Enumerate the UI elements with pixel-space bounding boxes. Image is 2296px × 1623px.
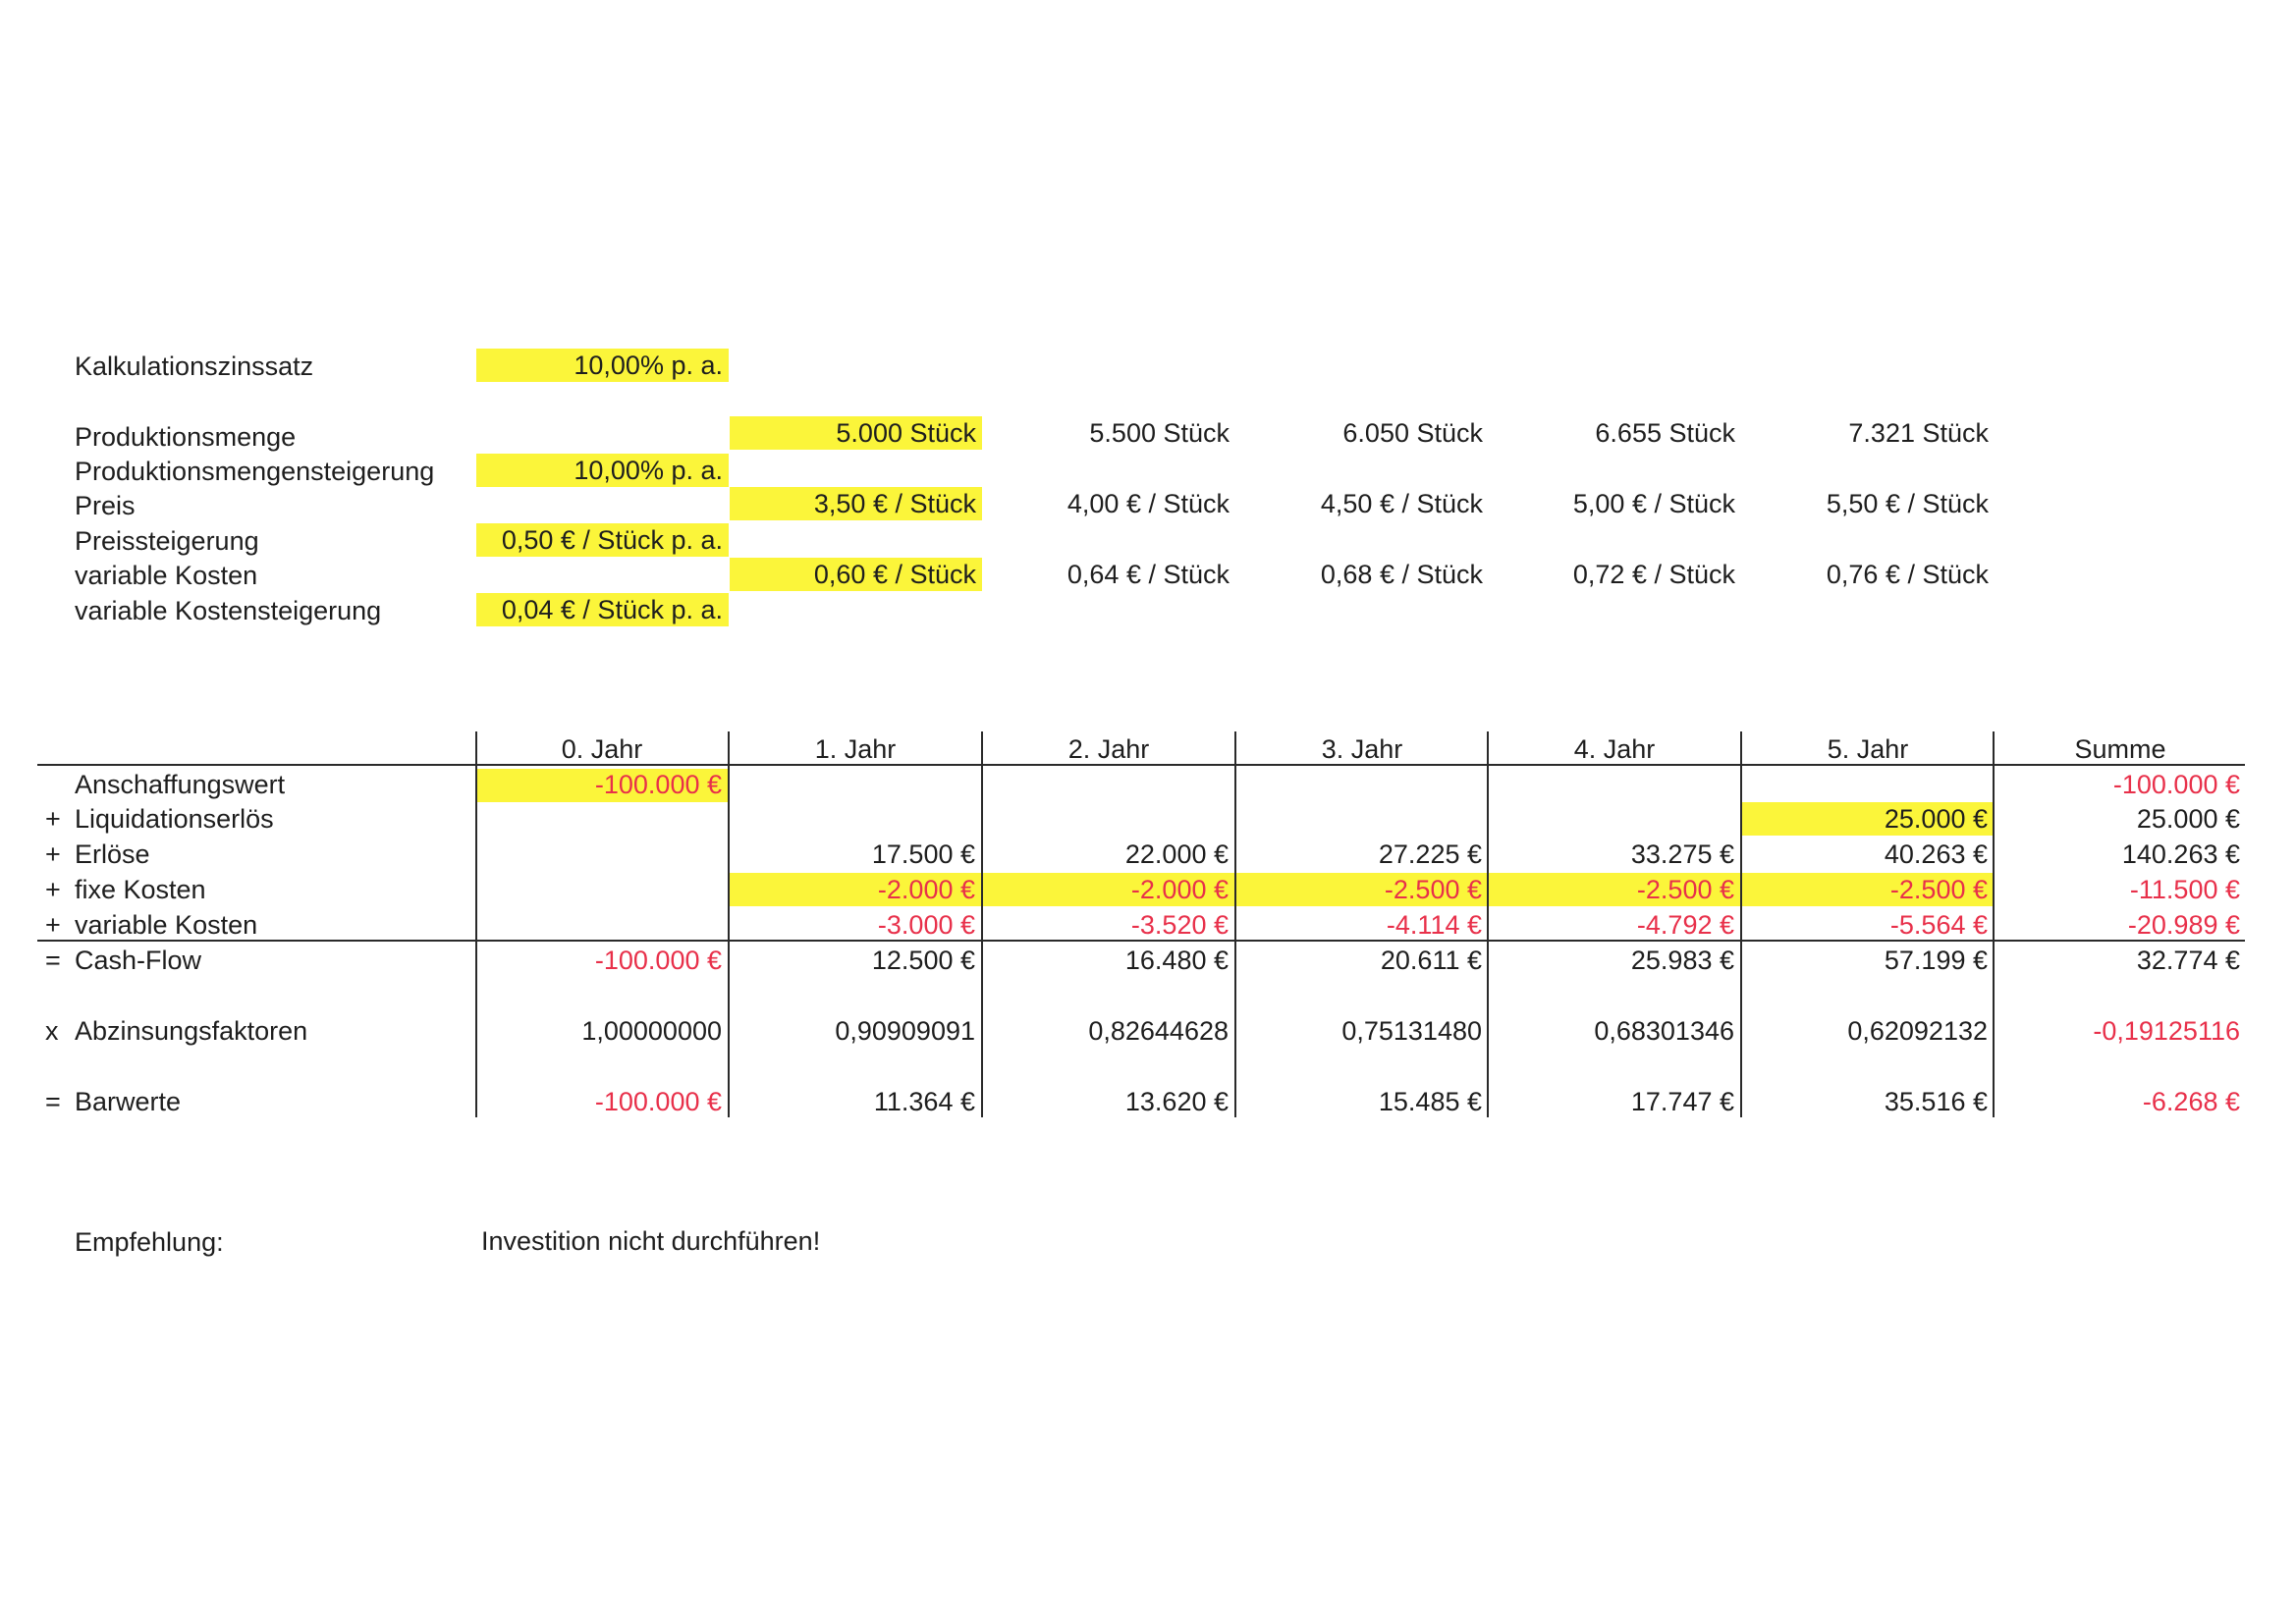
- cell-variable-kosten-jahr-0: [476, 908, 722, 942]
- cell-barwerte-jahr-0: -100.000 €: [594, 1087, 722, 1116]
- cell-abzinsungsfaktoren-jahr-1: 0,90909091: [835, 1016, 975, 1046]
- cell-abzinsungsfaktoren-summe: -0,19125116: [2093, 1016, 2240, 1046]
- cell-liquidationserloes-jahr-2: [983, 802, 1229, 836]
- cell-barwerte-jahr-3: 15.485 €: [1378, 1087, 1482, 1116]
- header-jahr-2: 2. Jahr: [1067, 734, 1150, 764]
- produktionsmenge-jahr-4: 6.655 Stück: [1595, 418, 1735, 448]
- cell-liquidationserloes-jahr-0: [476, 802, 722, 836]
- cell-erloese-jahr-5: 40.263 €: [1884, 839, 1988, 869]
- cell-liquidationserloes-jahr-1: [730, 802, 975, 836]
- cell-barwerte-jahr-5: 35.516 €: [1884, 1087, 1988, 1116]
- value-preissteigerung: 0,50 € / Stück p. a.: [501, 525, 723, 555]
- header-summe: Summe: [2074, 734, 2166, 764]
- row-label-anschaffungswert: Anschaffungswert: [75, 770, 286, 799]
- preis-jahr-5: 5,50 € / Stück: [1826, 489, 1989, 518]
- header-jahr-0: 0. Jahr: [561, 734, 643, 764]
- preis-jahr-3: 4,50 € / Stück: [1320, 489, 1483, 518]
- row-label-fixe-kosten: fixe Kosten: [75, 875, 206, 904]
- label-produktionsmengensteigerung: Produktionsmengensteigerung: [75, 457, 435, 486]
- cell-cash-flow-summe: 32.774 €: [2136, 946, 2240, 975]
- variable-kosten-jahr-2: 0,64 € / Stück: [1066, 560, 1230, 589]
- cell-cash-flow-jahr-3: 20.611 €: [1380, 946, 1482, 975]
- row-label-erloese: Erlöse: [75, 839, 150, 869]
- cell-barwerte-jahr-2: 13.620 €: [1124, 1087, 1229, 1116]
- cell-variable-kosten-jahr-2: -3.520 €: [1130, 910, 1229, 940]
- cell-fixe-kosten-jahr-2: -2.000 €: [1130, 875, 1229, 904]
- cell-erloese-summe: 140.263 €: [2121, 839, 2240, 869]
- produktionsmenge-jahr-1: 5.000 Stück: [836, 418, 976, 448]
- variable-kosten-jahr-1: 0,60 € / Stück: [813, 560, 976, 589]
- variable-kosten-jahr-4: 0,72 € / Stück: [1572, 560, 1735, 589]
- header-jahr-3: 3. Jahr: [1321, 734, 1403, 764]
- cell-erloese-jahr-0: [476, 838, 722, 871]
- row-label-liquidationserloes: Liquidationserlös: [75, 804, 274, 834]
- row-prefix: +: [45, 910, 61, 940]
- row-prefix: +: [45, 875, 61, 904]
- cell-erloese-jahr-4: 33.275 €: [1630, 839, 1734, 869]
- preis-jahr-1: 3,50 € / Stück: [813, 489, 976, 518]
- cell-anschaffungswert-jahr-3: [1236, 768, 1482, 801]
- variable-kosten-jahr-5: 0,76 € / Stück: [1826, 560, 1989, 589]
- produktionsmenge-jahr-5: 7.321 Stück: [1848, 418, 1989, 448]
- cell-fixe-kosten-jahr-4: -2.500 €: [1636, 875, 1734, 904]
- cell-variable-kosten-jahr-5: -5.564 €: [1889, 910, 1988, 940]
- header-jahr-1: 1. Jahr: [814, 734, 897, 764]
- cell-cash-flow-jahr-1: 12.500 €: [871, 946, 975, 975]
- row-prefix: +: [45, 839, 61, 869]
- recommendation-text: Investition nicht durchführen!: [481, 1226, 821, 1256]
- cell-variable-kosten-jahr-1: -3.000 €: [877, 910, 975, 940]
- row-label-cash-flow: Cash-Flow: [75, 946, 202, 975]
- cell-liquidationserloes-summe: 25.000 €: [2136, 804, 2240, 834]
- cell-abzinsungsfaktoren-jahr-2: 0,82644628: [1088, 1016, 1229, 1046]
- header-jahr-4: 4. Jahr: [1573, 734, 1656, 764]
- label-preis: Preis: [75, 491, 136, 520]
- header-jahr-5: 5. Jahr: [1827, 734, 1909, 764]
- row-prefix: =: [45, 1087, 61, 1116]
- cell-fixe-kosten-summe: -11.500 €: [2129, 875, 2240, 904]
- cell-erloese-jahr-3: 27.225 €: [1378, 839, 1482, 869]
- preis-jahr-2: 4,00 € / Stück: [1066, 489, 1230, 518]
- cell-abzinsungsfaktoren-jahr-5: 0,62092132: [1847, 1016, 1988, 1046]
- cell-barwerte-jahr-1: 11.364 €: [873, 1087, 975, 1116]
- row-label-barwerte: Barwerte: [75, 1087, 182, 1116]
- cell-fixe-kosten-jahr-3: -2.500 €: [1384, 875, 1482, 904]
- row-prefix: +: [45, 804, 61, 834]
- produktionsmenge-jahr-2: 5.500 Stück: [1089, 418, 1230, 448]
- cell-barwerte-jahr-4: 17.747 €: [1630, 1087, 1734, 1116]
- cell-variable-kosten-summe: -20.989 €: [2127, 910, 2240, 940]
- cell-liquidationserloes-jahr-5: 25.000 €: [1884, 804, 1988, 834]
- variable-kosten-jahr-3: 0,68 € / Stück: [1320, 560, 1483, 589]
- row-prefix: =: [45, 946, 61, 975]
- label-produktionsmenge: Produktionsmenge: [75, 422, 297, 452]
- value-variable-kostensteigerung: 0,04 € / Stück p. a.: [501, 595, 723, 624]
- cell-anschaffungswert-jahr-0: -100.000 €: [594, 770, 722, 799]
- preis-jahr-4: 5,00 € / Stück: [1572, 489, 1735, 518]
- produktionsmenge-jahr-3: 6.050 Stück: [1342, 418, 1483, 448]
- cell-liquidationserloes-jahr-4: [1489, 802, 1734, 836]
- cell-erloese-jahr-1: 17.500 €: [871, 839, 975, 869]
- cell-fixe-kosten-jahr-1: -2.000 €: [877, 875, 975, 904]
- cell-anschaffungswert-summe: -100.000 €: [2112, 770, 2240, 799]
- label-kalkulationszinssatz: Kalkulationszinssatz: [75, 352, 314, 381]
- label-variable-kostensteigerung: variable Kostensteigerung: [75, 596, 382, 625]
- row-label-variable-kosten: variable Kosten: [75, 910, 258, 940]
- cell-cash-flow-jahr-5: 57.199 €: [1884, 946, 1988, 975]
- row-prefix: x: [45, 1016, 59, 1046]
- cell-liquidationserloes-jahr-3: [1236, 802, 1482, 836]
- cell-fixe-kosten-jahr-0: [476, 873, 722, 906]
- cell-barwerte-summe: -6.268 €: [2142, 1087, 2240, 1116]
- cell-abzinsungsfaktoren-jahr-0: 1,00000000: [581, 1016, 722, 1046]
- cell-variable-kosten-jahr-4: -4.792 €: [1636, 910, 1734, 940]
- cell-anschaffungswert-jahr-1: [730, 768, 975, 801]
- label-preissteigerung: Preissteigerung: [75, 526, 259, 556]
- cell-abzinsungsfaktoren-jahr-4: 0,68301346: [1594, 1016, 1734, 1046]
- cell-variable-kosten-jahr-3: -4.114 €: [1386, 910, 1482, 940]
- value-kalkulationszinssatz: 10,00% p. a.: [574, 351, 723, 380]
- recommendation-label: Empfehlung:: [75, 1227, 224, 1257]
- label-variable-kosten-param: variable Kosten: [75, 561, 258, 590]
- cell-cash-flow-jahr-2: 16.480 €: [1124, 946, 1229, 975]
- cell-cash-flow-jahr-4: 25.983 €: [1630, 946, 1734, 975]
- value-produktionsmengensteigerung: 10,00% p. a.: [574, 456, 723, 485]
- cell-fixe-kosten-jahr-5: -2.500 €: [1889, 875, 1988, 904]
- cell-erloese-jahr-2: 22.000 €: [1124, 839, 1229, 869]
- cell-anschaffungswert-jahr-5: [1742, 768, 1988, 801]
- cell-anschaffungswert-jahr-4: [1489, 768, 1734, 801]
- row-label-abzinsungsfaktoren: Abzinsungsfaktoren: [75, 1016, 308, 1046]
- cell-anschaffungswert-jahr-2: [983, 768, 1229, 801]
- cell-cash-flow-jahr-0: -100.000 €: [594, 946, 722, 975]
- cell-abzinsungsfaktoren-jahr-3: 0,75131480: [1341, 1016, 1482, 1046]
